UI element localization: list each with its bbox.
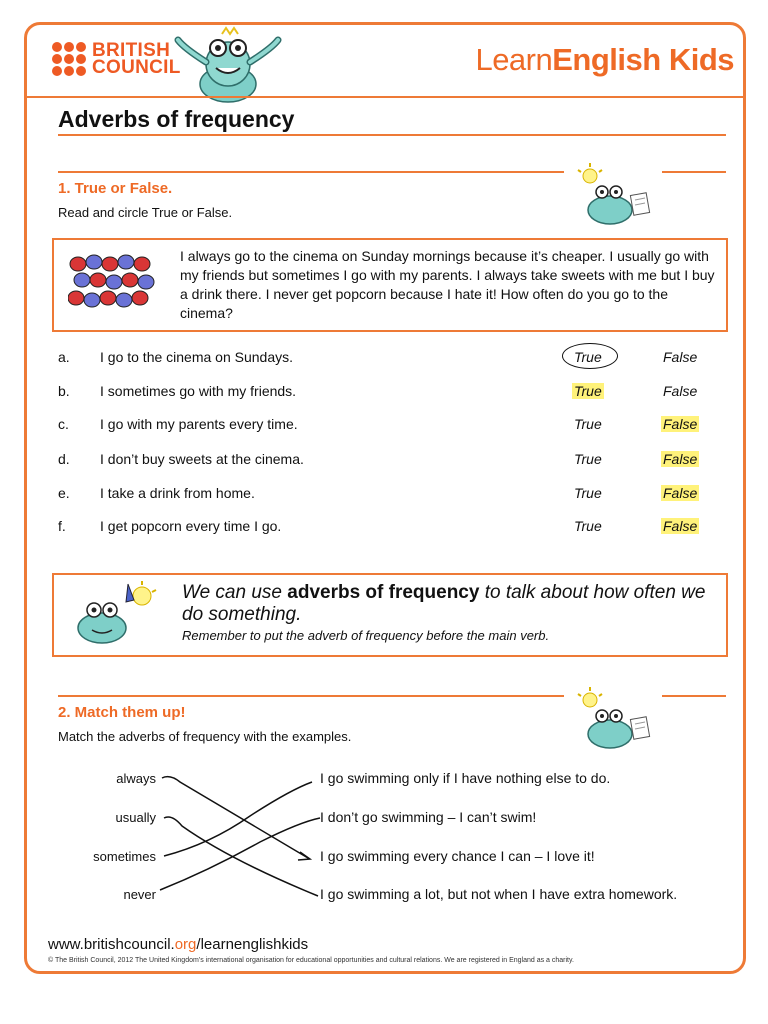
adverb-sometimes: sometimes	[93, 849, 156, 864]
matching-lines	[150, 760, 330, 910]
tf-sentence: I get popcorn every time I go.	[100, 518, 282, 534]
tf-row-c	[58, 414, 718, 436]
section1-heading: 1. True or False.	[58, 180, 173, 197]
example-1: I go swimming only if I have nothing else to do.	[320, 770, 611, 786]
learnenglish-kids-logo	[475, 42, 734, 78]
tip-sub-text: Remember to put the adverb of frequency before the main verb.	[182, 628, 550, 643]
logo-dots	[52, 42, 86, 76]
tf-row-b	[58, 381, 718, 403]
true-option[interactable]: True	[574, 451, 602, 467]
example-3: I go swimming every chance I can – I love it!	[320, 848, 595, 864]
tf-sentence: I sometimes go with my friends.	[100, 383, 297, 399]
footer-copyright: © The British Council, 2012 The United Kingdom’s international organisation for educational opportunities and cultural relations. We are registered in England as a charity.	[48, 957, 574, 964]
tf-letter: a.	[58, 349, 70, 365]
tf-sentence: I go with my parents every time.	[100, 416, 298, 432]
adverb-usually: usually	[115, 810, 156, 825]
tf-letter: b.	[58, 383, 70, 399]
monster-mascot-header	[172, 26, 284, 106]
tf-letter: d.	[58, 451, 70, 467]
match-line-sometimes	[164, 782, 312, 856]
example-4: I go swimming a lot, but not when I have extra homework.	[320, 886, 678, 902]
cinema-seats-illustration	[68, 254, 156, 310]
section1-instruction: Read and circle True or False.	[58, 205, 233, 220]
url-part-3: /learnenglishkids	[196, 936, 309, 953]
section2-rule-left	[58, 695, 564, 697]
title-underline	[58, 134, 726, 136]
header-divider	[26, 96, 744, 98]
tf-row-a	[58, 347, 718, 369]
section2-heading: 2. Match them up!	[58, 704, 186, 721]
worksheet-title: Adverbs of frequency	[58, 106, 295, 132]
url-part-1: www.britishcouncil.	[48, 936, 175, 953]
tf-sentence: I don’t buy sweets at the cinema.	[100, 451, 304, 467]
false-option[interactable]: False	[663, 349, 698, 365]
monster-thinking-icon	[572, 160, 658, 230]
tf-letter: e.	[58, 485, 70, 501]
false-option[interactable]: False	[663, 383, 698, 399]
match-line-never	[160, 818, 320, 890]
false-option[interactable]: False	[663, 416, 698, 432]
adverb-always: always	[116, 771, 156, 786]
tf-row-d	[58, 449, 718, 471]
tip-text-pre: We can use	[182, 582, 288, 603]
url-part-org: org	[174, 936, 197, 953]
section2-instruction: Match the adverbs of frequency with the examples.	[58, 729, 352, 744]
match-line-usually	[164, 817, 318, 896]
true-option[interactable]: True	[574, 485, 602, 501]
monster-idea-icon	[72, 580, 164, 648]
tip-text-post: to talk about how often we do something.	[182, 582, 706, 625]
footer-url[interactable]	[48, 936, 308, 953]
tip-main-text	[182, 582, 727, 626]
brand-line-1: BRITISH	[92, 40, 171, 61]
example-2: I don’t go swimming – I can’t swim!	[320, 809, 537, 825]
section1-rule-left	[58, 171, 564, 173]
tip-text-bold: adverbs of frequency	[287, 582, 480, 603]
british-council-logo	[52, 42, 181, 76]
false-option[interactable]: False	[663, 485, 698, 501]
true-option[interactable]: True	[574, 416, 602, 432]
section1-rule-right	[662, 171, 726, 173]
tf-letter: f.	[58, 518, 66, 534]
brand-right-bold: English Kids	[552, 42, 734, 77]
true-option[interactable]: True	[574, 349, 602, 365]
brand-right-light: Learn	[475, 42, 553, 77]
true-option[interactable]: True	[574, 383, 602, 399]
false-option[interactable]: False	[663, 451, 698, 467]
monster-thinking-icon-2	[572, 684, 658, 754]
section2-rule-right	[662, 695, 726, 697]
tf-row-e	[58, 483, 718, 505]
tf-letter: c.	[58, 416, 69, 432]
adverb-never: never	[123, 887, 156, 902]
tf-sentence: I take a drink from home.	[100, 485, 255, 501]
false-option[interactable]: False	[663, 518, 698, 534]
true-option[interactable]: True	[574, 518, 602, 534]
brand-line-2: COUNCIL	[92, 57, 181, 78]
story-text: I always go to the cinema on Sunday mornings because it’s cheaper. I usually go with my friends but sometimes I go with my parents. I always take sweets with me but I buy a drink there. I never get popcorn because I hate it! How often do you go to the cinema?	[180, 248, 715, 321]
tf-sentence: I go to the cinema on Sundays.	[100, 349, 294, 365]
match-line-always	[162, 777, 308, 858]
tf-row-f	[58, 516, 718, 538]
